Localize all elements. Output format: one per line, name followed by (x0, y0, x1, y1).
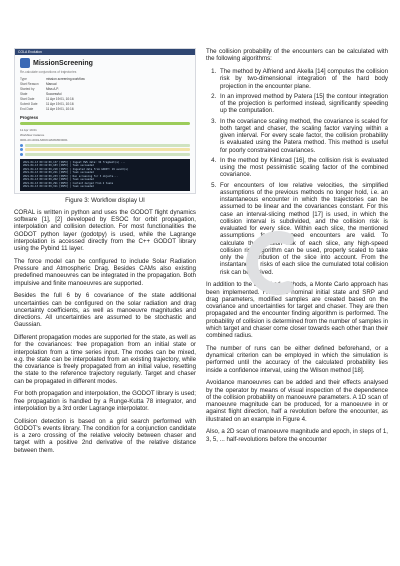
meta-value: mission.screening.workflow (46, 77, 85, 81)
body-paragraph: Besides the full 6 by 6 covariance of the state additional uncertainties can be configured on the solar radiation and drag uncertainty coefficients, as well as manoeuvre magnitudes and directions. All uncertainties are assumed to be stochastic and Gaussian. (14, 292, 196, 329)
tree-item (20, 144, 190, 147)
log-console (20, 159, 190, 191)
figure-subtitle: Re-calculate conjunctions of trajectories (20, 70, 77, 74)
progress-fill (20, 122, 190, 125)
body-paragraph: CORAL is written in python and uses the GODOT flight dynamics software [1], [2] developed by ESOC for orbit propagation, interpolation and collision detection. For most functionalities the GODOT python layer (godotpy) is used, while the Lagrange interpolation is accessed directly from the C++ GODOT library using the Pybind 11 layer. (14, 208, 196, 253)
body-paragraph: Also, a 2D scan of manoeuvre magnitude and epoch, in steps of 1, 3, 5, ... half-revolutions before the encounter (206, 428, 388, 443)
figure-app-bar: COLA Evolution (15, 49, 195, 55)
body-paragraph: The number of runs can be either defined beforehand, or a dynamical criterion can be employed in which the simulation is performed until the accuracy of the calculated probability lies inside a confidence interval, using the Wilson method [18]. (206, 344, 388, 374)
algorithms-intro: The collision probability of the encounters can be calculated with the following algorithms: (206, 48, 388, 63)
meta-key: End Date (20, 107, 34, 111)
right-body-text (206, 281, 388, 443)
app-logo-icon (20, 58, 30, 68)
figure-title: MissionScreening (33, 59, 93, 67)
tree-header: Workflow instance (20, 133, 45, 137)
body-paragraph: For both propagation and interpolation, the GODOT library is used; free propagation is handled by a Runge-Kutta 78 integrator, and interpolation by a 3rd order Lagrange interpolator. (14, 390, 196, 412)
meta-value: 11 Apr 19:01, 10:16 (46, 97, 74, 101)
tree-item (20, 153, 190, 156)
algorithm-item: 5. For encounters of low relative velocities, the simplified assumptions of the previous methods no longer hold, i.e. an instantaneous encounter in which the trajectories can be assumed to be linear and the covariances constant. For this case an interval-slicing method [17] is used, in which the collision interval is subdivided, and the collision risk is evaluated for every slice. Within each slice, the mentioned assumptions for high-speed encounters are valid. To calculate the collision risk of each slice, any high-speed collision risk algorithm can be used, properly scaled to take only the contribution of the slice into account. From the instantaneous risks of each slice the cumulated total collision risk can be derived. (218, 182, 388, 276)
tree-item (20, 148, 190, 151)
figure-metadata (20, 77, 190, 111)
meta-value: Miss A.P. (46, 87, 59, 91)
log-line: 2021-04-13 09:41:09,210 [INFO] | Ingested data from GODOT: 19 event(s) (23, 167, 129, 171)
log-line: 2021-04-13 09:41:09,137 [INFO] | Ingest EWS data: 34 fragment(s) ... (23, 160, 126, 164)
log-line: 2021-04-13 09:41:09,221 [INFO] | Task succeeded (23, 171, 94, 175)
log-line: 2021-04-13 09:41:09,183 [INFO] | Task succeeded (23, 164, 94, 168)
progress-bar (20, 122, 190, 125)
body-paragraph: The force model can be configured to include Solar Radiation Pressure and Atmospheric Drag. Besides CAMs also existing predefined manoeuvres can be integrated in the propagation. Both impulsive and finite manoeuvres are supported. (14, 257, 196, 287)
body-paragraph: Collision detection is based on a grid search performed with GODOT's events library. The condition for a conjunction candidate is a zero crossing of the relative velocity between chaser and target with a positive 2nd derivative of the relative distance between them. (14, 417, 196, 454)
status-dot-icon (20, 148, 23, 151)
meta-value: 11 Apr 19:01, 10:16 (46, 102, 74, 106)
log-line: 2021-04-13 09:41:09,311 [INFO] | Task succeeded (23, 185, 94, 189)
meta-key: Start Reason (20, 82, 39, 86)
meta-value: 11 Apr 19:01, 10:16 (46, 107, 74, 111)
body-paragraph: Different propagation modes are supported for the state, as well as for the covariances: free propagation from an initial state or interpolation from a time series input. The modes can be mixed, e.g. the state can be interpolated from an existing trajectory, while the covariance is freely propagated from an initial value, resetting the state to the reference trajectory regularly. Target and chaser can be propagated in different modes. (14, 334, 196, 385)
progress-heading: Progress (20, 115, 39, 120)
algorithm-item: 2. In an improved method by Patera [15] the contour integration of the projection is performed instead, significantly speeding up the computation. (218, 93, 388, 115)
meta-key: State (20, 92, 28, 96)
meta-key: Start Date (20, 97, 35, 101)
body-paragraph: Avoidance manoeuvres can be added and their effects analysed by the operator by means of visual inspection of the dependence of the collision probability on manoeuvre parameters. A 1D scan of manoeuvre magnitude can be produced, for a manoeuvre in or against flight direction, half a revolution before the encounter, as illustrated on an example in Figure 4. (206, 379, 388, 423)
meta-key: Submit Date (20, 102, 38, 106)
meta-value: Manual (46, 82, 57, 86)
log-line: 2021-04-13 09:41:09,262 [INFO] | Task succeeded (23, 178, 94, 182)
meta-key: Type (20, 77, 27, 81)
algorithm-list (206, 68, 388, 276)
log-line: 2021-04-13 09:41:09,233 [INFO] | Run screening for 3 objects... (23, 174, 118, 178)
status-dot-icon (20, 144, 23, 147)
left-body-text (14, 209, 196, 454)
progress-date: 11 Apr 19:01 (20, 128, 37, 132)
figure-caption: Figure 3: Workflow display UI (65, 196, 145, 204)
body-paragraph: In addition to the described methods, a Monte Carlo approach has been implemented. From the nominal initial state and SRP and drag parameters, modified samples are created based on the covariance and uncertainties for target and chaser. They are then propagated and the encounter finding algorithm is performed. The probability of collision is determined from the number of samples in which target and chaser come closer towards each other than their combined radius. (206, 281, 388, 339)
left-column (14, 48, 196, 459)
status-dot-icon (20, 153, 23, 156)
workflow-figure (14, 48, 196, 194)
algorithm-item: 3. In the covariance scaling method, the covariance is scaled for both target and chaser, the scaling factor varying within a given interval. For every scale factor, the collision probability is evaluated using the Patera method. This method is useful for poorly constrained covariances. (218, 118, 388, 154)
meta-value: Successful (46, 92, 62, 96)
log-line: 2021-04-13 09:41:09,291 [INFO] | Context merged from 2 tasks (23, 181, 114, 185)
tree-id: 0001-0C-0001-MFRCHMXMD/0001 (20, 138, 68, 142)
algorithm-item: 4. In the method by Klinkrad [16], the collision risk is evaluated using the most pessimistic scaling factor of the combined covariance. (218, 157, 388, 179)
algorithm-item: 1. The method by Alfriend and Akella [14] computes the collision risk by two-dimensional integration of the hard body projection in the encounter plane. (218, 68, 388, 90)
right-column (206, 48, 388, 448)
meta-key: Started by (20, 87, 35, 91)
